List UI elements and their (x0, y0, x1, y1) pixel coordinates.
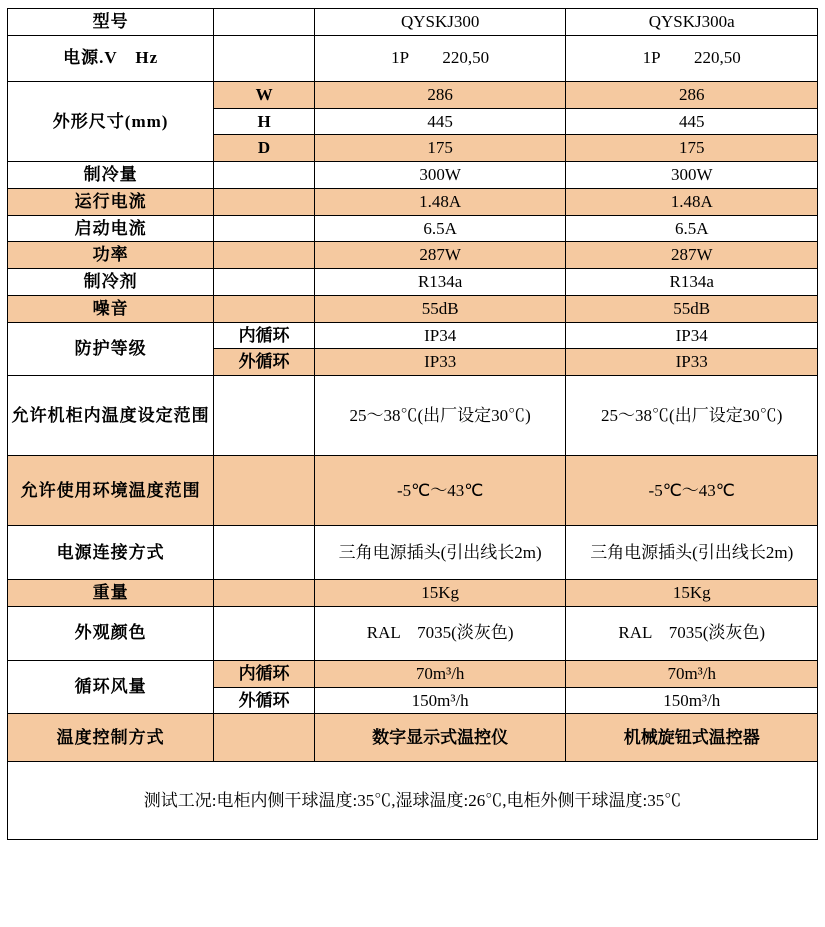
row-label: 制冷剂 (8, 269, 214, 296)
table-row (8, 322, 818, 349)
row-value-c: 150m³/h (314, 687, 566, 714)
row-value-d: -5℃～43℃ (566, 456, 818, 526)
row-value-d: 287W (566, 242, 818, 269)
row-value-c: 55dB (314, 295, 566, 322)
table-row (8, 81, 818, 108)
row-label: 允许机柜内温度设定范围 (8, 376, 214, 456)
row-sublabel (214, 35, 315, 81)
table-row (8, 295, 818, 322)
row-sublabel (214, 9, 315, 36)
row-label-dimensions: 外形尺寸(mm) (8, 81, 214, 161)
row-sublabel (214, 242, 315, 269)
row-value-c: 300W (314, 162, 566, 189)
row-value-d: 445 (566, 108, 818, 135)
row-label-airflow: 循环风量 (8, 660, 214, 714)
row-sublabel (214, 456, 315, 526)
row-sublabel (214, 269, 315, 296)
row-label: 功率 (8, 242, 214, 269)
row-sublabel: 外循环 (214, 349, 315, 376)
row-sublabel: W (214, 81, 315, 108)
row-value-d: 55dB (566, 295, 818, 322)
table-row (8, 215, 818, 242)
row-value-d: IP34 (566, 322, 818, 349)
row-value-c: 三角电源插头(引出线长2m) (314, 526, 566, 580)
row-value-c: 1.48A (314, 188, 566, 215)
row-value-c: 70m³/h (314, 660, 566, 687)
row-value-d: 1.48A (566, 188, 818, 215)
test-condition-note: 测试工况:电柜内侧干球温度:35℃,湿球温度:26℃,电柜外侧干球温度:35℃ (8, 762, 818, 840)
row-value-d: 机械旋钮式温控器 (566, 714, 818, 762)
row-label: 电源连接方式 (8, 526, 214, 580)
table-row (8, 376, 818, 456)
row-label: 启动电流 (8, 215, 214, 242)
row-sublabel: D (214, 135, 315, 162)
row-sublabel-outer: 外循环 (214, 687, 315, 714)
row-label: 电源.V Hz (8, 35, 214, 81)
row-sublabel (214, 188, 315, 215)
row-value-d: 150m³/h (566, 687, 818, 714)
table-row-control (8, 714, 818, 762)
row-value-c: R134a (314, 269, 566, 296)
row-value-d: QYSKJ300a (566, 9, 818, 36)
row-value-c: RAL 7035(淡灰色) (314, 606, 566, 660)
row-label-protection: 防护等级 (8, 322, 214, 376)
table-row (8, 456, 818, 526)
table-row (8, 580, 818, 607)
row-value-c: 1P 220,50 (314, 35, 566, 81)
row-value-c: 445 (314, 108, 566, 135)
row-label: 型号 (8, 9, 214, 36)
table-row (8, 526, 818, 580)
row-sublabel-control (214, 714, 315, 762)
row-value-d: 1P 220,50 (566, 35, 818, 81)
table-row (8, 9, 818, 36)
table-row (8, 35, 818, 81)
row-value-d: 25～38℃(出厂设定30℃) (566, 376, 818, 456)
row-sublabel (214, 526, 315, 580)
row-value-d: RAL 7035(淡灰色) (566, 606, 818, 660)
row-value-d: R134a (566, 269, 818, 296)
table-row (8, 242, 818, 269)
row-value-d: 300W (566, 162, 818, 189)
row-value-c: 287W (314, 242, 566, 269)
table-row (8, 269, 818, 296)
row-value-c: 6.5A (314, 215, 566, 242)
row-value-c: 286 (314, 81, 566, 108)
row-label: 重量 (8, 580, 214, 607)
row-sublabel (214, 215, 315, 242)
table-row (8, 162, 818, 189)
row-label-control: 温度控制方式 (8, 714, 214, 762)
row-value-d: 286 (566, 81, 818, 108)
table-row (8, 660, 818, 687)
row-value-c: -5℃～43℃ (314, 456, 566, 526)
row-value-d: 三角电源插头(引出线长2m) (566, 526, 818, 580)
row-label: 允许使用环境温度范围 (8, 456, 214, 526)
row-sublabel (214, 580, 315, 607)
row-sublabel (214, 606, 315, 660)
row-value-c: 15Kg (314, 580, 566, 607)
row-sublabel (214, 376, 315, 456)
row-value-c: IP34 (314, 322, 566, 349)
row-label: 外观颜色 (8, 606, 214, 660)
row-sublabel: 内循环 (214, 322, 315, 349)
row-value-c: QYSKJ300 (314, 9, 566, 36)
row-label: 噪音 (8, 295, 214, 322)
row-sublabel: H (214, 108, 315, 135)
row-label: 运行电流 (8, 188, 214, 215)
row-sublabel (214, 295, 315, 322)
row-value-d: IP33 (566, 349, 818, 376)
row-sublabel-inner: 内循环 (214, 660, 315, 687)
table-note-row (8, 762, 818, 840)
row-value-d: 6.5A (566, 215, 818, 242)
row-value-d: 175 (566, 135, 818, 162)
specification-table (7, 8, 818, 840)
row-label: 制冷量 (8, 162, 214, 189)
row-value-d: 15Kg (566, 580, 818, 607)
row-value-d: 70m³/h (566, 660, 818, 687)
row-sublabel (214, 162, 315, 189)
table-row (8, 188, 818, 215)
row-value-c: 25～38℃(出厂设定30℃) (314, 376, 566, 456)
row-value-c: 数字显示式温控仪 (314, 714, 566, 762)
row-value-c: 175 (314, 135, 566, 162)
row-value-c: IP33 (314, 349, 566, 376)
table-row (8, 606, 818, 660)
